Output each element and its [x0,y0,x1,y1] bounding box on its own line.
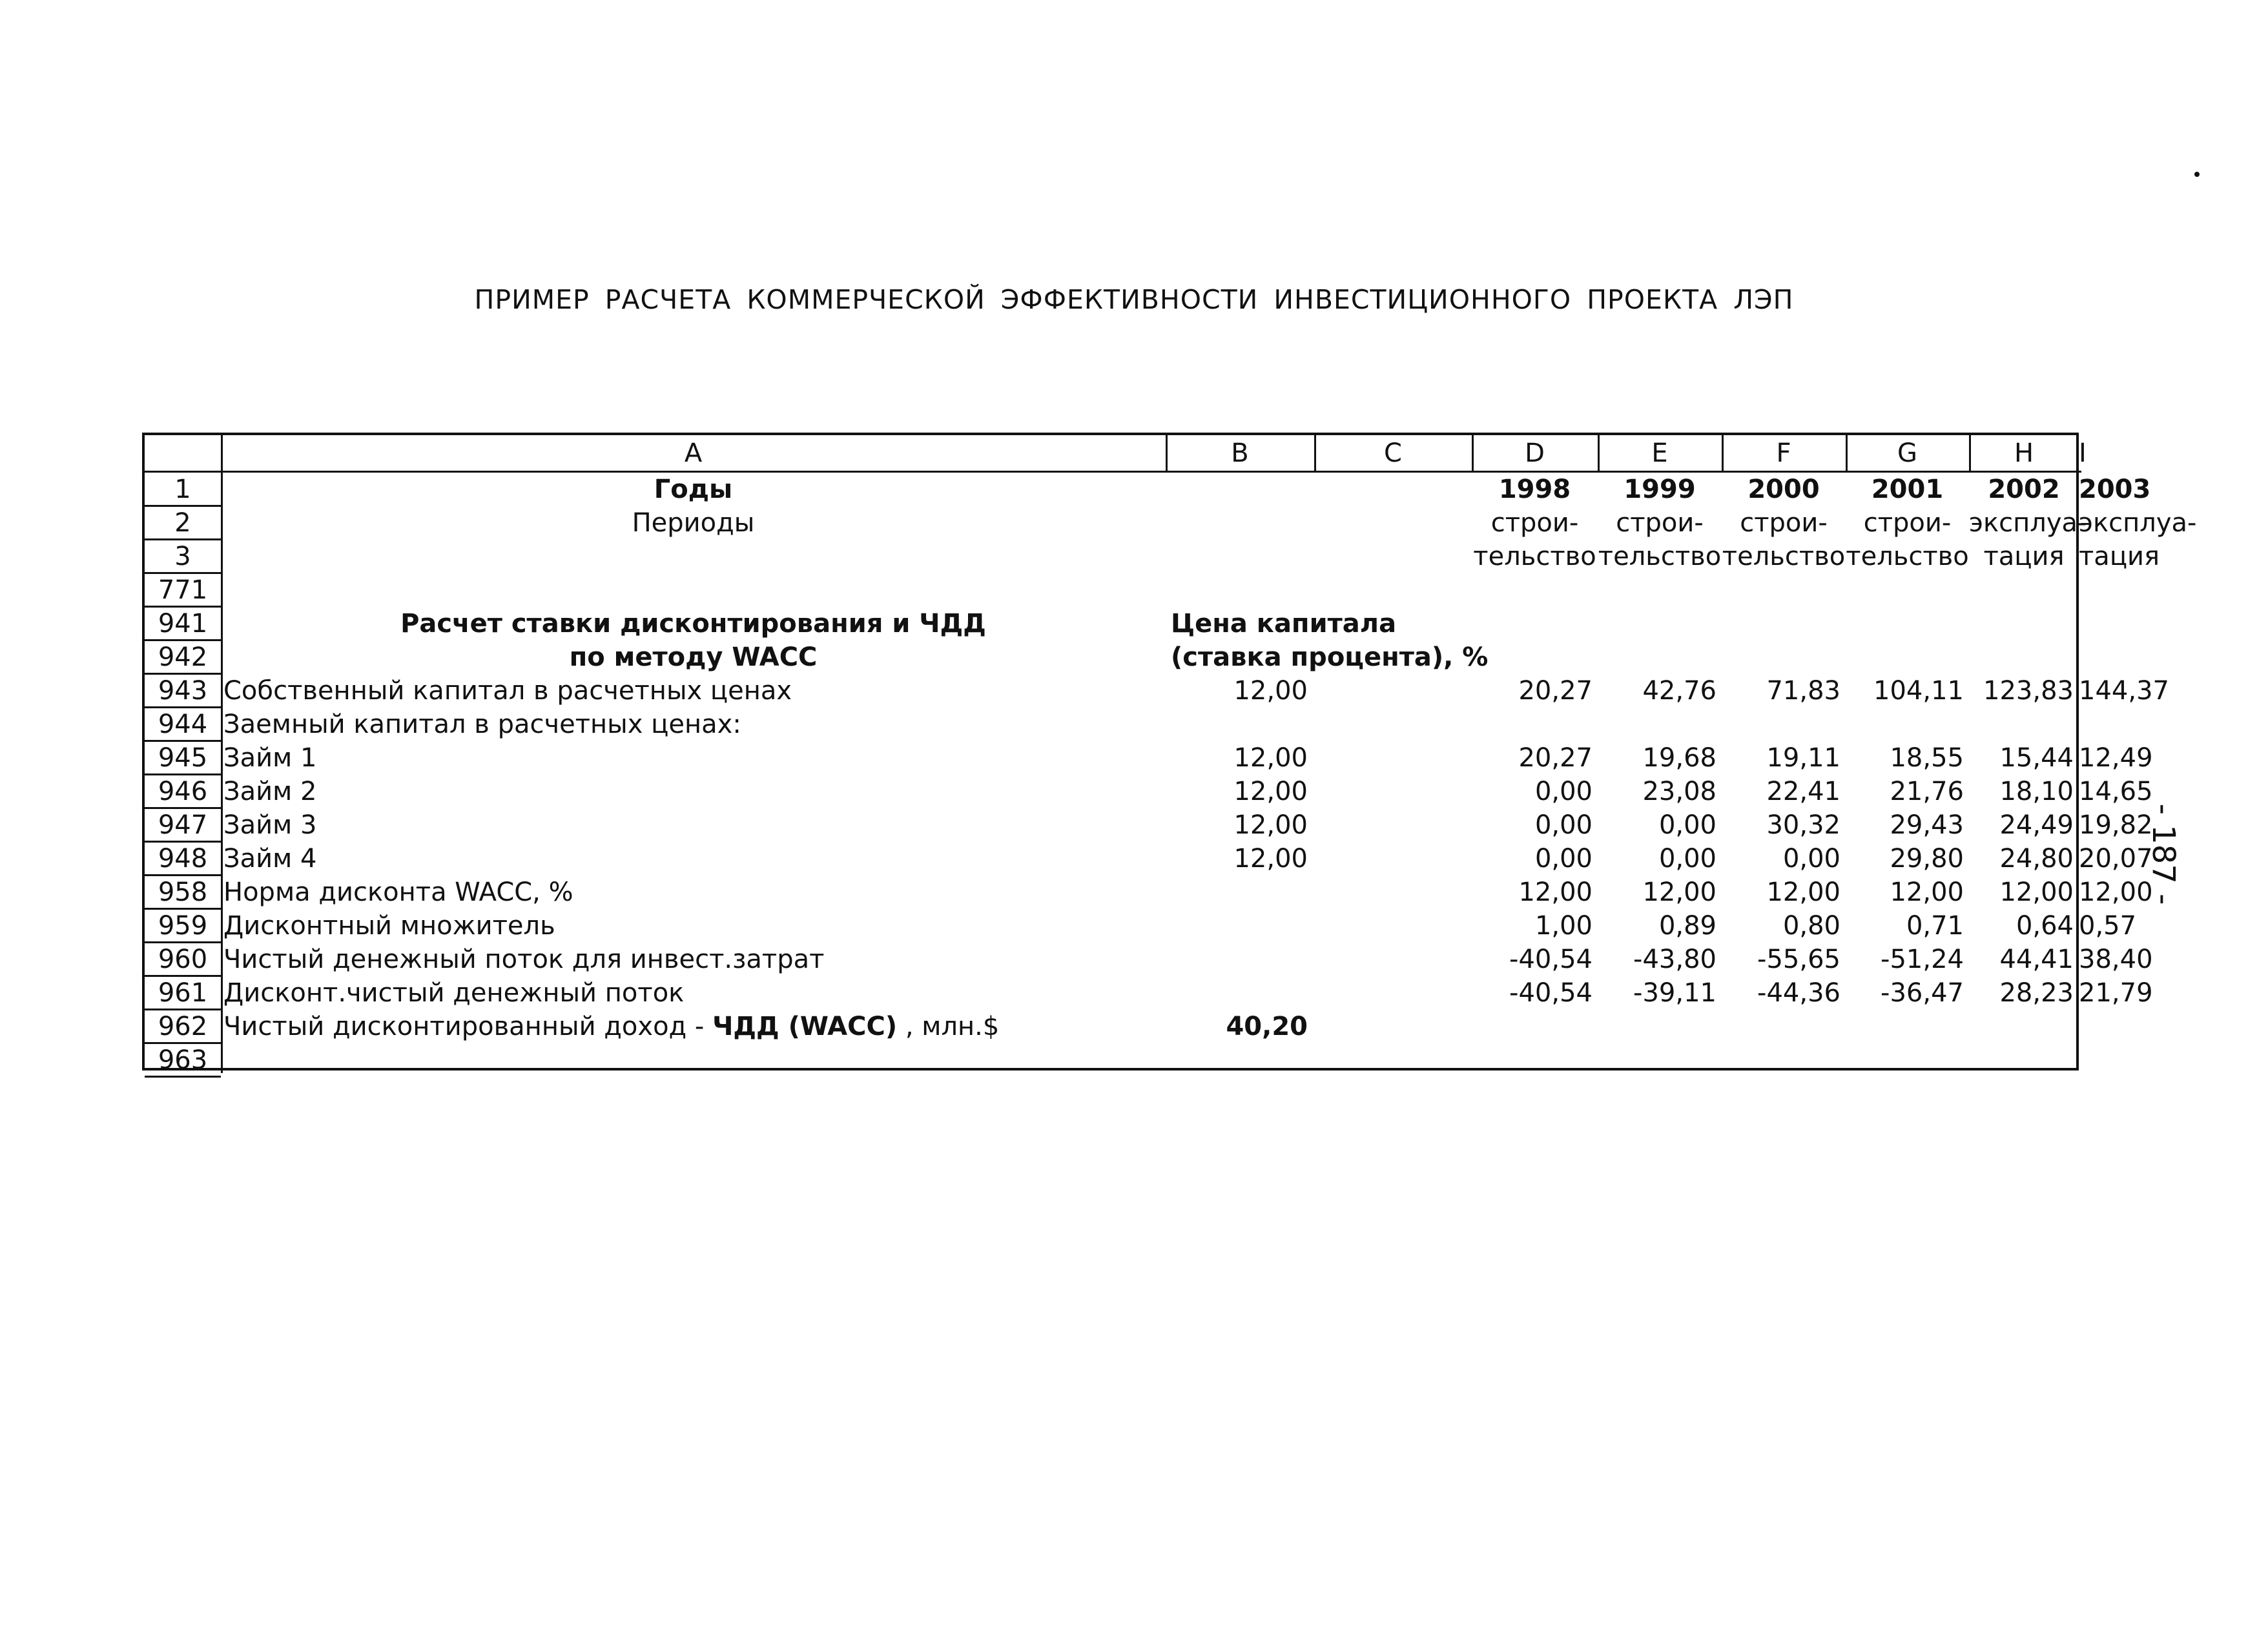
rate-cell[interactable]: 12,00 [1233,676,1308,706]
npv-label-suffix: , млн.$ [897,1012,1000,1041]
value-cell[interactable]: -40,54 [1509,945,1593,974]
row-number[interactable]: 958 [158,877,208,907]
column-header-d[interactable]: D [1525,438,1545,468]
column-header-f[interactable]: F [1776,438,1791,468]
row-number[interactable]: 3 [174,542,191,571]
npv-label-prefix: Чистый дисконтированный доход - [223,1012,713,1041]
value-cell[interactable]: 0,00 [1534,777,1593,806]
value-cell[interactable]: 18,10 [1999,777,2074,806]
value-cell[interactable]: 38,40 [2079,945,2153,974]
value-cell[interactable]: 0,64 [2015,911,2074,941]
period-line1: эксплуа- [1969,508,2087,538]
year-2002: 2002 [1988,475,2060,504]
period-line1: строи- [1740,508,1828,538]
period-line2: тация [1983,542,2065,571]
value-cell[interactable]: 0,00 [1658,810,1716,840]
value-cell[interactable]: 12,49 [2079,743,2153,773]
value-cell[interactable]: 0,00 [1534,810,1593,840]
page-speck [2194,172,2200,177]
value-cell[interactable]: 19,11 [1766,743,1840,773]
year-2001: 2001 [1871,475,1944,504]
column-header-e[interactable]: E [1651,438,1668,468]
row-label[interactable]: Займ 2 [223,777,317,806]
value-cell[interactable]: 12,00 [1999,877,2074,907]
value-cell[interactable]: 0,89 [1658,911,1716,941]
value-cell[interactable]: 0,80 [1782,911,1840,941]
row-number[interactable]: 960 [158,945,208,974]
npv-label[interactable] [223,1010,999,1043]
row-number[interactable]: 947 [158,810,208,840]
period-line2: тельство [1722,542,1846,571]
value-cell[interactable]: 15,44 [1999,743,2074,773]
column-header-h[interactable]: H [2014,438,2034,468]
row-number[interactable]: 943 [158,676,208,706]
row-number[interactable]: 962 [158,1012,208,1041]
row-number[interactable]: 2 [174,508,191,538]
value-cell[interactable]: 22,41 [1766,777,1840,806]
row-number[interactable]: 771 [158,575,208,605]
value-cell[interactable]: 30,32 [1766,810,1840,840]
value-cell[interactable]: -44,36 [1757,978,1840,1008]
value-cell[interactable]: 21,76 [1890,777,1964,806]
row-number[interactable]: 948 [158,844,208,874]
value-cell[interactable]: 20,27 [1518,743,1593,773]
year-2000: 2000 [1747,475,1820,504]
column-header-g[interactable]: G [1897,438,1917,468]
column-header-b[interactable]: B [1231,438,1249,468]
value-cell[interactable]: 144,37 [2079,676,2169,706]
rate-cell[interactable]: 12,00 [1233,810,1308,840]
value-cell[interactable]: 0,00 [1534,844,1593,874]
npv-label-bold: ЧДД (WACC) [712,1012,898,1041]
row-number[interactable]: 946 [158,777,208,806]
row-number[interactable]: 941 [158,609,208,639]
row-number[interactable]: 959 [158,911,208,941]
row-number[interactable]: 944 [158,710,208,739]
period-line1: эксплуа- [2079,508,2197,538]
page-number: - 187 - [2145,803,2181,905]
value-cell[interactable]: -51,24 [1881,945,1964,974]
row-label[interactable]: Займ 3 [223,810,317,840]
period-line2: тельство [1846,542,1969,571]
value-cell[interactable]: 24,49 [1999,810,2074,840]
value-cell[interactable]: 29,80 [1890,844,1964,874]
years-label: Годы [654,475,733,504]
rate-cell[interactable]: 12,00 [1233,844,1308,874]
value-cell[interactable]: 19,68 [1642,743,1716,773]
period-line1: строи- [1490,508,1579,538]
value-cell[interactable]: 14,65 [2079,777,2153,806]
value-cell[interactable]: 20,07 [2079,844,2153,874]
value-cell[interactable]: -39,11 [1633,978,1716,1008]
value-cell[interactable]: 21,79 [2079,978,2153,1008]
row-number[interactable]: 942 [158,642,208,672]
period-line2: тельство [1473,542,1596,571]
row-label[interactable]: Чистый денежный поток для инвест.затрат [223,945,825,974]
value-cell[interactable]: -36,47 [1881,978,1964,1008]
section-title-line1: Расчет ставки дисконтирования и ЧДД [400,609,986,639]
row-label[interactable]: Дисконт.чистый денежный поток [223,978,685,1008]
column-header-c[interactable]: C [1384,438,1402,468]
year-1998: 1998 [1498,475,1571,504]
document-title: ПРИМЕР РАСЧЕТА КОММЕРЧЕСКОЙ ЭФФЕКТИВНОСТИ ИНВЕСТИЦИОННОГО ПРОЕКТА ЛЭП [474,284,1794,315]
value-cell[interactable]: 1,00 [1534,911,1593,941]
value-cell[interactable]: 123,83 [1983,676,2074,706]
row-label[interactable]: Заемный капитал в расчетных ценах: [223,710,741,739]
period-line2: тельство [1598,542,1722,571]
value-cell[interactable]: 12,00 [2079,877,2153,907]
price-label-line2: (ставка процента), % [1171,642,1489,672]
value-cell[interactable]: -40,54 [1509,978,1593,1008]
value-cell[interactable]: 44,41 [1999,945,2074,974]
value-cell[interactable]: 24,80 [1999,844,2074,874]
year-2003: 2003 [2079,475,2151,504]
row-label[interactable]: Собственный капитал в расчетных ценах [223,676,792,706]
row-label[interactable]: Займ 1 [223,743,317,773]
price-label-line1: Цена капитала [1171,609,1397,639]
value-cell[interactable]: 12,00 [1642,877,1716,907]
value-cell[interactable]: 12,00 [1518,877,1593,907]
value-cell[interactable]: 18,55 [1890,743,1964,773]
period-line1: строи- [1616,508,1704,538]
row-number[interactable]: 1 [174,475,191,504]
row-number[interactable]: 961 [158,978,208,1008]
value-cell[interactable]: 20,27 [1518,676,1593,706]
column-header-a[interactable]: A [684,438,703,468]
value-cell[interactable]: 0,71 [1906,911,1964,941]
npv-value[interactable]: 40,20 [1226,1012,1308,1041]
section-title-line2: по методу WACC [569,642,818,672]
value-cell[interactable]: 0,00 [1782,844,1840,874]
value-cell[interactable]: 23,08 [1642,777,1716,806]
value-cell[interactable]: 0,57 [2079,911,2137,941]
row-label[interactable]: Норма дисконта WACC, % [223,877,573,907]
value-cell[interactable]: 28,23 [1999,978,2074,1008]
periods-label: Периоды [632,508,755,538]
value-cell[interactable]: 29,43 [1890,810,1964,840]
row-label[interactable]: Дисконтный множитель [223,911,555,941]
value-cell[interactable]: 0,00 [1658,844,1716,874]
value-cell[interactable]: -43,80 [1633,945,1716,974]
value-cell[interactable]: 104,11 [1873,676,1964,706]
value-cell[interactable]: 19,82 [2079,810,2153,840]
row-divider [145,1076,221,1078]
rate-cell[interactable]: 12,00 [1233,743,1308,773]
period-line1: строи- [1863,508,1952,538]
row-number[interactable]: 945 [158,743,208,773]
row-number[interactable]: 963 [158,1045,208,1075]
row-label[interactable]: Займ 4 [223,844,317,874]
value-cell[interactable]: 12,00 [1890,877,1964,907]
value-cell[interactable]: -55,65 [1757,945,1840,974]
value-cell[interactable]: 42,76 [1642,676,1716,706]
value-cell[interactable]: 12,00 [1766,877,1840,907]
value-cell[interactable]: 71,83 [1766,676,1840,706]
column-header-i[interactable]: I [2079,438,2087,468]
rate-cell[interactable]: 12,00 [1233,777,1308,806]
period-line2: тация [2079,542,2160,571]
year-1999: 1999 [1624,475,1696,504]
